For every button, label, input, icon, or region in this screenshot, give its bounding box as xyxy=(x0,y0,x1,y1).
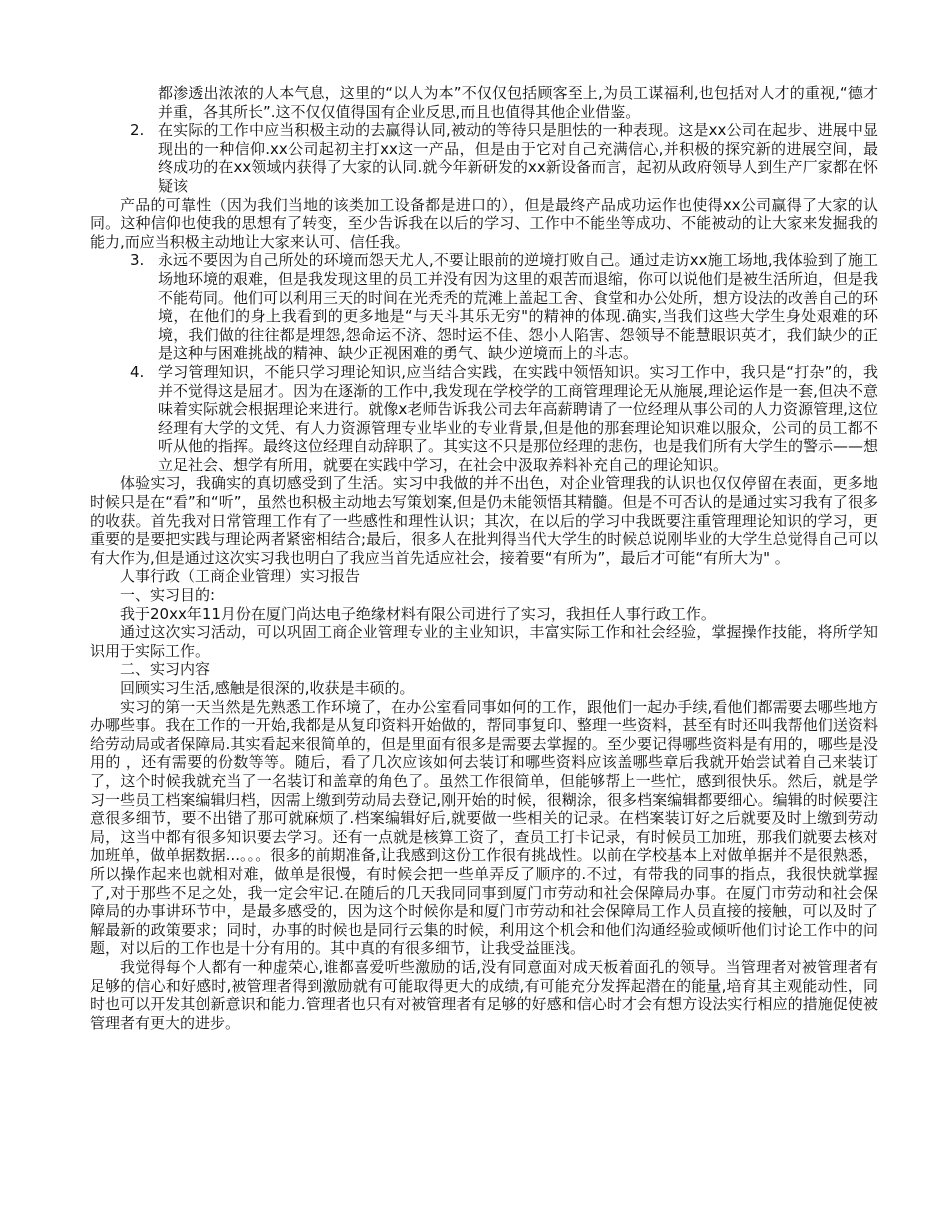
paragraph: 我于20xx年11月份在厦门尚达电子绝缘材料有限公司进行了实习，我担任人事行政工作。 xyxy=(120,604,716,623)
list-item xyxy=(130,121,878,195)
paragraph: 回顾实习生活,感触是很深的,收获是丰硕的。 xyxy=(120,679,415,697)
list-item-number: 2. xyxy=(130,121,145,140)
paragraph: 我觉得每个人都有一种虚荣心,谁都喜爱听些激励的话,没有同意面对成天板着面孔的领导。当管理者对被管理者有足够的信心和好感时,被管理者得到激励就有可能取得更大的成绩,有可能充分发挥起潜在的能量,培育其主观能动性，同时也可以开发其创新意识和能力.管理者也只有对被管理者有足够的好感和信心时才会有想方设法实行相应的措施促使被管理者有更大的进步。 xyxy=(90,957,878,1032)
list-item-text: 在实际的工作中应当积极主动的去赢得认同,被动的等待只是胆怯的一种表现。这是xx公司在起步、进展中显现出的一种信仰.xx公司起初主打xx这一产品，但是由于它对自己充满信心,并积极的探究新的进展空间，最终成功的在xx领域内获得了大家的认同.就今年新研发的xx新设备而言，起初从政府领导人到生产厂家都在怀疑该 xyxy=(158,121,878,195)
paragraph: 产品的可靠性（因为我们当地的该类加工设备都是进口的），但是最终产品成功运作也使得xx公司赢得了大家的认同。这种信仰也使我的思想有了转变，至少告诉我在以后的学习、工作中不能坐等成功、不能被动的让大家来发掘我的能力,而应当积极主动地让大家来认可、信任我。 xyxy=(90,195,878,251)
list-item-number: 4. xyxy=(130,362,145,381)
section-heading: 二、实习内容 xyxy=(120,660,211,679)
list-item-text: 学习管理知识，不能只学习理论知识,应当结合实践，在实践中领悟知识。实习工作中，我只是“打杂”的，我并不觉得这是屈才。因为在逐渐的工作中,我发现在学校学的工商管理理论无从施展,理论运作是一套,但决不意味着实际就会根据理论来进行。就像x老师告诉我公司去年高薪聘请了一位经理从事公司的人力资源管理,这位经理有大学的文凭、有人力资源管理专业毕业的专业背景,但是他的那套理论知识难以服众，公司的员工都不听从他的指挥。最终这位经理自动辞职了。其实这不只是那位经理的悲伤，也是我们所有大学生的警示——想立足社会、想学有所用，就要在实践中学习，在社会中汲取养料补充自己的理论知识。 xyxy=(158,362,879,474)
list-item-continuation: 都渗透出浓浓的人本气息，这里的“以人为本”不仅仅包括顾客至上,为员工谋福利,也包括对人才的重视,“德才并重，各其所长”.这不仅仅值得国有企业反思,而且也值得其他企业借鉴。 xyxy=(158,84,878,121)
list-item-number: 3. xyxy=(130,251,145,270)
list-item-text: 永远不要因为自己所处的环境而怨天尤人,不要让眼前的逆境打败自己。通过走访xx施工场地,我体验到了施工场地环境的艰难，但是我发现这里的员工并没有因为这里的艰苦而退缩，你可以说他们是被生活所迫，但是我不能苟同。他们可以利用三天的时间在光秃秃的荒滩上盖起工舍、食堂和办公处所，想方设法的改善自己的环境，在他们的身上我看到的更多地是“与天斗其乐无穷"的精神的体现.确实,当我们这些大学生身处艰难的环境，我们做的往往都是埋怨,怨命运不济、怨时运不佳、怨小人陷害、怨领导不能慧眼识英才，我们缺少的正是这种与困难挑战的精神、缺少正视困难的勇气、缺少逆境而上的斗志。 xyxy=(158,251,879,363)
report-title: 人事行政（工商企业管理）实习报告 xyxy=(120,567,361,586)
list-item xyxy=(130,251,878,363)
paragraph: 通过这次实习活动，可以巩固工商企业管理专业的主业知识，丰富实际工作和社会经验，掌握操作技能，将所学知识用于实际工作。 xyxy=(90,623,878,660)
list-item xyxy=(130,363,878,475)
section-heading: 一、实习目的: xyxy=(120,586,216,605)
paragraph: 体验实习，我确实的真切感受到了生活。实习中我做的并不出色，对企业管理我的认识也仅仅停留在表面，更多地时候只是在“看”和“听”，虽然也积极主动地去写策划案,但是仍未能领悟其精髓。但是不可否认的是通过实习我有了很多的收获。首先我对日常管理工作有了一些感性和理性认识；其次，在以后的学习中我既要注重管理理论知识的学习，更重要的是要把实践与理论两者紧密相结合;最后，很多人在批判得当代大学生的时候总说刚毕业的大学生总觉得自己可以有大作为,但是通过这次实习我也明白了我应当首先适应社会，接着要“有所为”，最后才可能“有所大为" 。 xyxy=(90,474,878,567)
paragraph: 实习的第一天当然是先熟悉工作环境了，在办公室看同事如何的工作，跟他们一起办手续,看他们都需要去哪些地方办哪些事。我在工作的一开始,我都是从复印资料开始做的，帮同事复印、整理一些资料，甚至有时还叫我帮他们送资料给劳动局或者保障局.其实看起来很简单的，但是里面有很多是需要去掌握的。至少要记得哪些资料是有用的，哪些是没用的 ，还有需要的份数等等。随后，看了几次应该如何去装订和哪些资料应该盖哪些章后我就开始尝试着自己来装订了，这个时候我就充当了一名装订和盖章的角色了。虽然工作很简单，但能够帮上一些忙，感到很快乐。然后，就是学习一些员工档案编辑归档，因需上缴到劳动局去登记,刚开始的时候，很糊涂，很多档案编辑都要细心。编辑的时候要注意很多细节，要不出错了那可就麻烦了.档案编辑好后,就要做一些相关的记录。在档案装订好之后就要及时上缴到劳动局，这当中都有很多知识要去学习。还有一点就是核算工资了，查员工打卡记录，有时候员工加班，那我们就要去核对加班单，做单据数据...。。。很多的前期准备,让我感到这份工作很有挑战性。以前在学校基本上对做单据并不是很熟悉，所以操作起来也就相对难，做单是很慢，有时候会把一些单弄反了顺序的.不过，有带我的同事的指点，我很快就掌握了,对于那些不足之处，我一定会牢记.在随后的几天我同同事到厦门市劳动和社会保障局办事。在厦门市劳动和社会保障局的办事讲环节中，是最多感受的，因为这个时候你是和厦门市劳动和社会保障局工作人员直接的接触，可以及时了解最新的政策要求；同时，办事的时候也是同行云集的时候，利用这个机会和他们沟通经验或倾听他们讨论工作中的问题，对以后的工作也是十分有用的。其中真的有很多细节，让我受益匪浅。 xyxy=(90,697,878,958)
